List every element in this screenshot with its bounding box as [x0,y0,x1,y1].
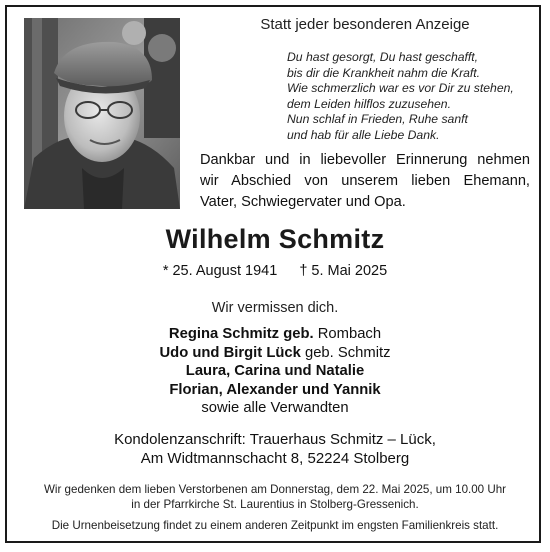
poem-line: und hab für alle Liebe Dank. [287,127,440,142]
urn-burial-info: Die Urnenbeisetzung findet zu einem anderen Zeitpunkt im engsten Familienkreis statt. [51,519,499,532]
service-line: Wir gedenken dem lieben Verstorbenen am Donnerstag, dem 22. Mai 2025, um 10.00 Uhr [43,483,507,496]
farewell-line: Vater, Schwiegervater und Opa. [200,194,406,210]
notice-intro: Statt jeder besonderen Anzeige [260,16,470,33]
poem-line: dem Leiden hilflos zuzusehen. [287,96,451,111]
condolence-address [0,430,550,468]
portrait-photo [24,18,180,209]
service-info [0,483,550,512]
service-line: in der Pfarrkirche St. Laurentius in Stolberg-Gressenich. [131,497,419,511]
mourner-rest: Rombach [313,326,382,342]
poem-line: Du hast gesorgt, Du hast geschafft, [287,50,479,64]
farewell-line: Dankbar und in liebevoller Erinnerung nehmen [200,152,530,168]
farewell-line: wir Abschied von unserem lieben Ehemann, [200,173,530,189]
birth-date: * 25. August 1941 [162,263,278,279]
address-line: Am Widtmannschacht 8, 52224 Stolberg [140,450,410,467]
portrait-image [24,18,180,209]
farewell-text [200,150,530,213]
mourner-line: Laura, Carina und Natalie [185,363,365,380]
miss-line: Wir vermissen dich. [211,300,339,316]
mourner-bold: Udo und Birgit Lück [159,344,301,361]
poem-line: bis dir die Krankheit nahm die Kraft. [287,65,481,80]
mourner-line: Florian, Alexander und Yannik [169,381,381,398]
death-date: † 5. Mai 2025 [299,263,388,279]
deceased-name: Wilhelm Schmitz [165,224,385,254]
life-dates [0,263,550,279]
poem-line: Nun schlaf in Frieden, Ruhe sanft [287,112,468,126]
poem [287,50,537,143]
address-line: Kondolenzanschrift: Trauerhaus Schmitz – Lück, [114,431,436,448]
mourner-line [0,325,550,344]
poem-line: Wie schmerzlich war es vor Dir zu stehen, [287,81,514,95]
mourners-list [0,325,550,418]
mourner-rest: geb. Schmitz [300,344,391,361]
mourner-bold: Regina Schmitz geb. [168,326,314,342]
mourner-line [0,344,550,363]
mourner-line: sowie alle Verwandten [201,400,349,417]
